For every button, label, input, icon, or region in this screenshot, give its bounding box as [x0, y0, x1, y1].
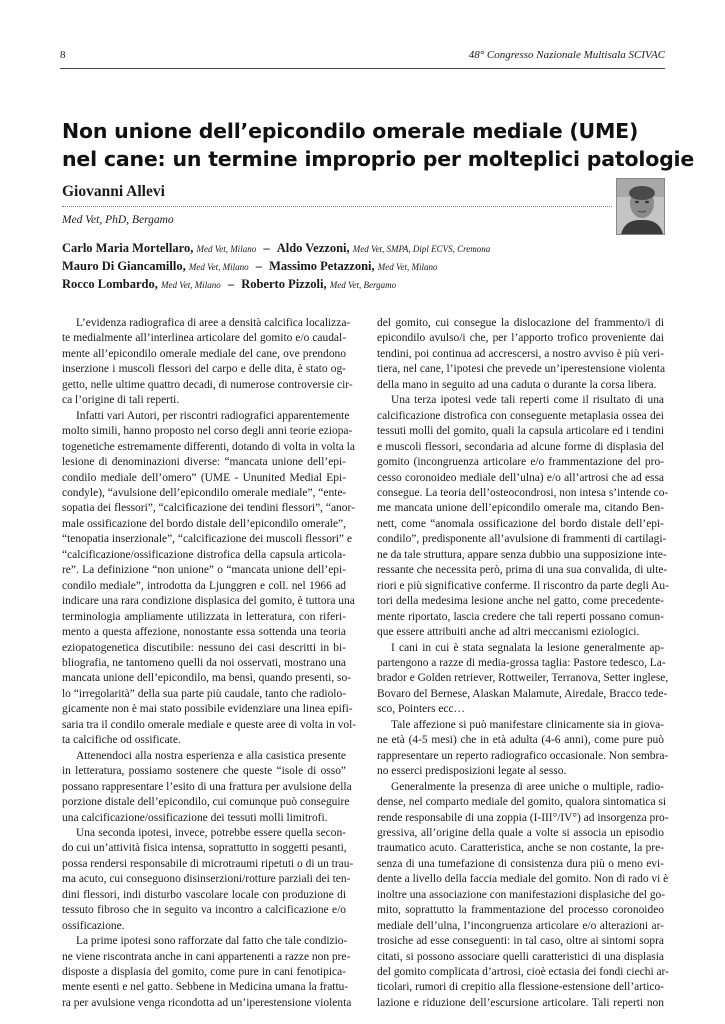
text-line: “tenopatia inserzionale”, “calcificazione dei muscoli flessori” e	[62, 533, 352, 546]
text-line: te medialmente all’interlinea articolare del gomito e/o caudal-	[62, 332, 346, 345]
coauthor-affiliation: Med Vet, Milano	[196, 244, 257, 254]
body-column-left	[62, 316, 357, 1011]
text-line: mente all’epicondilo omerale mediale del cane, ove prendono	[62, 347, 346, 360]
text-line: porzione distale dell’epicondilo, cui comunque può conseguire	[62, 796, 350, 809]
text-line: calcificazione distrofica con conseguente metaplasia ossea dei	[377, 409, 664, 422]
title-line-2: nel cane: un termine improprio per molteplici patologie	[62, 147, 695, 171]
text-line: Tale affezione si può manifestare clinicamente sia in giova-	[391, 718, 664, 731]
text-line: no esserci predisposizioni legate al sesso.	[377, 765, 567, 778]
text-line: sopatia dei flessori”, “calcificazione dei tendini flessori”, “anor-	[62, 502, 355, 515]
text-line: mito, soprattutto la frammentazione del processo coronoideo	[377, 904, 664, 917]
text-line: ne viene riscontrata anche in cani appartenenti a razze non pre-	[62, 950, 351, 963]
text-line: me mancata unione dell’epicondilo omerale ma, citando Ben-	[377, 502, 664, 515]
text-line: rappresentare un reperto radiografico occasionale. Non sembra-	[377, 749, 669, 762]
text-line: brador e Golden retriever, Rottweiler, Terranova, Setter inglese,	[377, 672, 669, 685]
text-line: tessuto fibroso che in seguito va incontro a calcificazione e/o	[62, 904, 346, 917]
text-line: possano rappresentare l’esito di una frattura per avulsione della	[62, 780, 352, 793]
text-line: del gomito complicata d’artrosi, cioè ectasia dei fondi ciechi ar-	[377, 966, 669, 979]
text-line: saria tra il condilo omerale mediale e queste aree di volta in vol-	[62, 718, 357, 731]
text-line: mento a questa affezione, nonostante essa sottenda una teoria	[62, 626, 346, 639]
coauthor-line	[62, 276, 682, 294]
body-column-right	[377, 316, 669, 1011]
text-line: ra per avulsione venga ricondotta ad un’iperestensione violenta	[62, 996, 352, 1009]
text-line: dini flessori, indi disturbo vascolare locale con produzione di	[62, 888, 346, 901]
text-line: ca l’origine di tali reperti.	[62, 394, 180, 407]
text-line: inoltre una associazione con manifestazioni displasiche del go-	[377, 888, 666, 901]
text-line: Infatti vari Autori, per riscontri radiografici apparentemente	[76, 409, 350, 422]
text-line: condilo mediale dell’omero” (UME - Ununited Medial Epi-	[62, 471, 346, 484]
text-line: ressante che necessita però, prima di una sua convalida, di ulte-	[377, 564, 668, 577]
text-line: tiera, nel cane, l’ipotesi che prevede un’iperestensione violenta	[377, 363, 666, 376]
text-line: citati, si possono associare quelli caratteristici di una displasia	[377, 950, 664, 963]
text-line: tessuti molli del gomito, quali la capsula articolare ed i tendini	[377, 425, 664, 438]
text-line: e muscoli flessori, secondaria ad alcune forme di displasia del	[377, 440, 664, 453]
text-line: riori e più significative conferme. Il riscontro da parte degli Au-	[377, 579, 669, 592]
text-line: La prime ipotesi sono rafforzate dal fatto che tale condizio-	[76, 935, 348, 948]
text-line: mediale dell’ulna, l’incongruenza articolare e/o alterazioni ar-	[377, 919, 664, 932]
text-line: tori della medesima lesione anche nel gatto, come precedente-	[377, 595, 664, 608]
text-line: una calcificazione/ossificazione dei tessuti molli limitrofi.	[62, 811, 328, 824]
article-title	[62, 117, 695, 173]
portrait-image	[617, 179, 664, 234]
coauthor-line	[62, 240, 682, 258]
text-line: lo “irregolarità” della sua parte più caudale, tanto che radiolo-	[62, 687, 346, 700]
text-line: condilo mediale”, introdotta da Ljunggren e coll. nel 1966 ad	[62, 579, 346, 592]
coauthor-separator: –	[263, 241, 270, 255]
text-line: Generalmente la presenza di aree uniche o multiple, radio-	[391, 780, 664, 793]
text-line: del gomito, cui consegue la dislocazione del frammento/i di	[377, 317, 664, 329]
text-line: mancata unione dell’epicondilo, ma bensì, quando presenti, so-	[62, 672, 352, 685]
text-line: molto simili, hanno proposto nel corso degli anni teorie eziopa-	[62, 425, 353, 438]
text-line: do cui un’attività fisica intensa, soprattutto in soggetti pesanti,	[62, 842, 347, 855]
text-line: disposte a displasia del gomito, come pure in cani fenotipica-	[62, 966, 346, 979]
author-dotted-rule	[62, 206, 612, 207]
coauthors-block	[62, 240, 682, 294]
text-line: partengono a razze di media-grossa taglia: Pastore tedesco, La-	[377, 656, 666, 669]
text-line: indicare una rara condizione displasica del gomito, è tuttora una	[62, 595, 355, 608]
coauthor-affiliation: Med Vet, Milano	[188, 262, 249, 272]
text-line: inserzione i muscoli flessori del carpo e delle dita, è stato og-	[62, 363, 346, 376]
coauthor-name: Massimo Petazzoni,	[269, 259, 375, 273]
text-line: sco, Pointers ecc…	[377, 703, 465, 716]
coauthor-name: Aldo Vezzoni,	[276, 241, 350, 255]
text-line: que essere attribuiti anche ad altri meccanismi eziologici.	[377, 626, 640, 639]
text-line: trosiche ad esse conseguenti: in tal caso, oltre ai sintomi sopra	[377, 935, 664, 948]
text-line: lazione e riduzione dell’escursione articolare. Tali reperti non	[377, 996, 664, 1009]
text-line: I cani in cui è stata segnalata la lesione generalmente ap-	[391, 641, 664, 654]
text-line: ossificazione.	[62, 919, 125, 932]
author-photo	[616, 178, 665, 235]
text-line: tendini, poi continua ad accrescersi, a nostro avviso è più veri-	[377, 347, 664, 360]
text-line: re”. La definizione “non unione” o “mancata unione dell’epi-	[62, 564, 346, 577]
text-line: condilo”, predisponente all’avulsione di frammenti di cartilagi-	[377, 533, 667, 546]
text-line: lesione di denominazioni diverse: “mancata unione dell’epi-	[62, 456, 346, 469]
text-line: traumatico acuto. Caratteristica, anche se non costante, la pre-	[377, 842, 664, 855]
header-rule	[60, 68, 665, 69]
text-line: ticolari, rumori di crepitio alla flessione-estensione dell’artico-	[377, 981, 664, 994]
text-line: nett, come “anomala ossificazione del bordo distale dell’epi-	[377, 517, 664, 530]
coauthor-affiliation: Med Vet, SMPA, Dipl ECVS, Cremona	[352, 244, 491, 254]
text-line: male ossificazione del bordo distale dell’epicondilo omerale”,	[62, 517, 346, 530]
text-line: eziopatogenetica discutibile: nessuno dei casi descritti in bi-	[62, 641, 346, 654]
coauthor-name: Roberto Pizzoli,	[241, 277, 327, 291]
text-line: ta calcifiche od ossificate.	[62, 734, 181, 747]
page-number: 8	[60, 49, 66, 61]
coauthor-affiliation: Med Vet, Bergamo	[329, 280, 397, 290]
text-line: della mano in seguito ad una caduta o durante la corsa libera.	[377, 378, 657, 391]
text-line: ne età (4-5 mesi) che in età adulta (4-6 anni), come pure può	[377, 734, 664, 747]
text-line: gomito (incongruenza articolare e/o frammentazione del pro-	[377, 456, 664, 469]
text-line: togenetiche estremamente differenti, dotando di volta in volta la	[62, 440, 355, 453]
coauthor-name: Carlo Maria Mortellaro,	[62, 241, 194, 255]
text-line: ma acuto, cui conseguono disinserzioni/rotture parziali dei ten-	[62, 873, 351, 886]
text-line: senza di una tumefazione di consistenza dura più o meno evi-	[377, 857, 664, 870]
coauthor-affiliation: Med Vet, Milano	[377, 262, 438, 272]
text-line: “calcificazione/ossificazione distrofica della capsula articola-	[62, 548, 346, 561]
text-line: possa rendersi responsabile di microtraumi ripetuti o di un trau-	[62, 857, 354, 870]
text-line: in letteratura, possiamo sostenere che queste “isole di osso”	[62, 765, 346, 778]
text-line: dense, nel comparto mediale del gomito, qualora sintomatica si	[377, 796, 667, 809]
text-line: L’evidenza radiografica di aree a densità calcifica localizza-	[76, 317, 351, 329]
text-line: condyle), “avulsione dell’epicondilo omerale mediale”, “ente-	[62, 486, 347, 499]
coauthor-line	[62, 258, 682, 276]
text-line: gressiva, all’origine della quale a volte si associa un episodio	[377, 826, 664, 839]
coauthor-affiliation: Med Vet, Milano	[160, 280, 221, 290]
text-line: Una seconda ipotesi, invece, potrebbe essere quella secon-	[76, 826, 346, 839]
text-line: cesso coronoideo mediale dell’ulna) e/o all’artrosi che ad essa	[377, 471, 664, 484]
text-line: bliografia, ne tantomeno quelli da noi osservati, mostrano una	[62, 656, 346, 669]
text-line: epicondilo avulso/i che, per l’apporto trofico proveniente dai	[377, 332, 664, 345]
coauthor-separator: –	[227, 277, 235, 291]
running-head: 48° Congresso Nazionale Multisala SCIVAC	[468, 49, 665, 61]
coauthor-separator: –	[255, 259, 262, 273]
main-author-affiliation: Med Vet, PhD, Bergamo	[62, 214, 174, 226]
main-author-name: Giovanni Allevi	[62, 183, 165, 200]
text-line: dente a livello della faccia mediale del gomito. Non di rado vi è	[377, 873, 669, 886]
text-line: Attenendoci alla nostra esperienza e alla casistica presente	[76, 749, 346, 762]
text-line: mente riportato, lascia credere che tali reperti possano comun-	[377, 610, 664, 623]
text-line: mente esenti e nel gatto. Sebbene in Medicina umana la frattu-	[62, 981, 349, 994]
text-line: gicamente non è mai stato possibile evidenziare una linea epifi-	[62, 703, 353, 716]
text-line: Bovaro del Bernese, Alaskan Malamute, Airedale, Bracco tede-	[377, 687, 668, 700]
title-line-1: Non unione dell’epicondilo omerale mediale (UME)	[62, 119, 639, 143]
coauthor-name: Rocco Lombardo,	[62, 277, 158, 291]
text-line: terminologia ampliamente utilizzata in letteratura, con riferi-	[62, 610, 346, 623]
text-line: ne da tale struttura, appare senza dubbio una supposizione inte-	[377, 548, 667, 561]
text-line: rende responsabile di una zoppia (I-III°/IV°) ad insorgenza pro-	[377, 811, 669, 824]
coauthor-name: Mauro Di Giancamillo,	[62, 259, 186, 273]
text-line: consegue. La teoria dell’osteocondrosi, non intesa s’intende co-	[377, 486, 669, 499]
text-line: Una terza ipotesi vede tali reperti come il risultato di una	[391, 394, 664, 407]
text-line: getto, nelle ultime quattro decadi, di numerose controversie cir-	[62, 378, 353, 391]
